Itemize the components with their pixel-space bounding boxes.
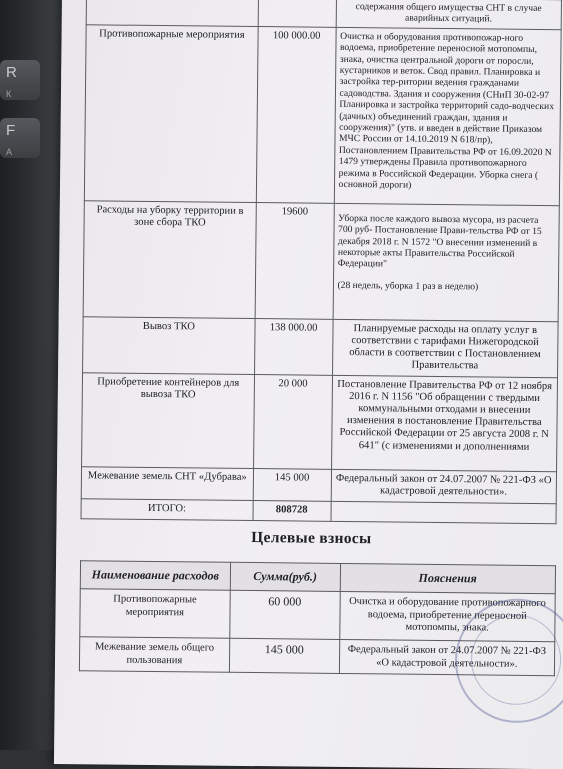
- column-header-note: Пояснения: [340, 563, 556, 593]
- expense-sum: 19600: [255, 202, 334, 319]
- table-row: [84, 25, 561, 206]
- expenses-table: [81, 0, 562, 524]
- keyboard-key-r: [0, 60, 40, 100]
- expense-note: Уборка после каждого вывоза мусора, из расчета 700 руб- Постановление Прави-тельства РФ от 15 декабря 2018 г. N 1572 "О внесении изменений в некоторые акты Правительства Российской Федерации": [337, 212, 542, 270]
- target-name: Противопожарные мероприятия: [80, 589, 230, 639]
- expense-note: Постановление Правительства РФ от 12 ноября 2016 г. N 1156 "Об обращении с твердыми коммунальными отходами и внесении изменения в постановление Правительства Российской Федерации от 25 августа 2008 г. N 641" (с изменениями и дополнениями: [331, 375, 557, 471]
- table-row: [81, 466, 556, 503]
- column-header-name: Наименование расходов: [80, 561, 230, 591]
- target-sum: 60 000: [229, 590, 339, 639]
- expense-sum: 20 000: [253, 374, 332, 469]
- expense-note: Федеральный закон от 24.07.2007 № 221-ФЗ «О кадастровой деятельности».: [331, 469, 557, 503]
- table-row: [83, 317, 559, 378]
- expense-name: Приобретение контейнеров для вывоза ТКО: [82, 372, 255, 468]
- document-page: [54, 0, 563, 769]
- keyboard-key-f: [0, 118, 40, 158]
- target-name: Межевание земель общего пользования: [79, 637, 229, 673]
- expense-name: Противопожарные мероприятия: [84, 25, 258, 203]
- expense-sum: 100 000.00: [256, 26, 336, 203]
- key-r-sublabel: К: [6, 89, 12, 99]
- expense-note: Очистка и оборудования противопожар-ного водоема, приобретение переносной мотопомпы, знака, очистка центральной дороги от поросли, кустарников и веток. Свод правил. Планировка и застройка тер-ритории ведения гражданами садоводства. Здания и сооружения (СНиП 30-02-97 Планировка и застройка территорий садо-водческих (дачных) объединений граждан, здания и сооружения)" (утв. и введен в действие Приказом МЧС России от 14.10.2019 N 618/пр), Постановлением Правительства РФ от 16.09.2020 N 1479 утверждены Правила противопожарного режима в Российской Федерации. Уборка снега ( основной дороги): [334, 27, 561, 205]
- expense-sum: 145 000: [253, 468, 331, 501]
- expense-note-extra: (28 недель, уборка 1 раз в неделю): [337, 279, 479, 293]
- expense-sum: 138 000.00: [254, 318, 332, 375]
- target-sum: 145 000: [229, 638, 339, 673]
- expense-name: Расходы на уборку территории в зоне сбора ТКО: [83, 201, 256, 319]
- table-row: [82, 372, 558, 471]
- expense-note: Планируемые расходы на оплату услуг в соответствии с тарифами Нижегородской области в соответствии с Постановлением Правительства: [332, 319, 558, 377]
- target-note: Федеральный закон от 24.07.2007 № 221-ФЗ «О кадастровой деятельности».: [339, 639, 555, 675]
- total-value: 808728: [253, 500, 331, 521]
- section-title: Целевые взносы: [251, 529, 372, 548]
- expense-name: Вывоз ТКО: [83, 317, 255, 375]
- total-row: [81, 498, 556, 523]
- target-note: Очистка и оборудование противопожарного водоема, приобретение переносной мотопомпы, знака.: [339, 591, 555, 641]
- top-fragment-note: содержания общего имущества СНТ в случае аварийных ситуаций.: [336, 0, 562, 30]
- key-f-label: F: [6, 122, 16, 139]
- key-r-label: R: [6, 64, 17, 81]
- table-row: [83, 201, 559, 322]
- total-label: ИТОГО:: [81, 498, 253, 520]
- key-f-sublabel: А: [6, 147, 13, 157]
- column-header-sum: Сумма(руб.): [230, 562, 340, 591]
- expense-name: Межевание земель СНТ «Дубрава»: [81, 466, 253, 500]
